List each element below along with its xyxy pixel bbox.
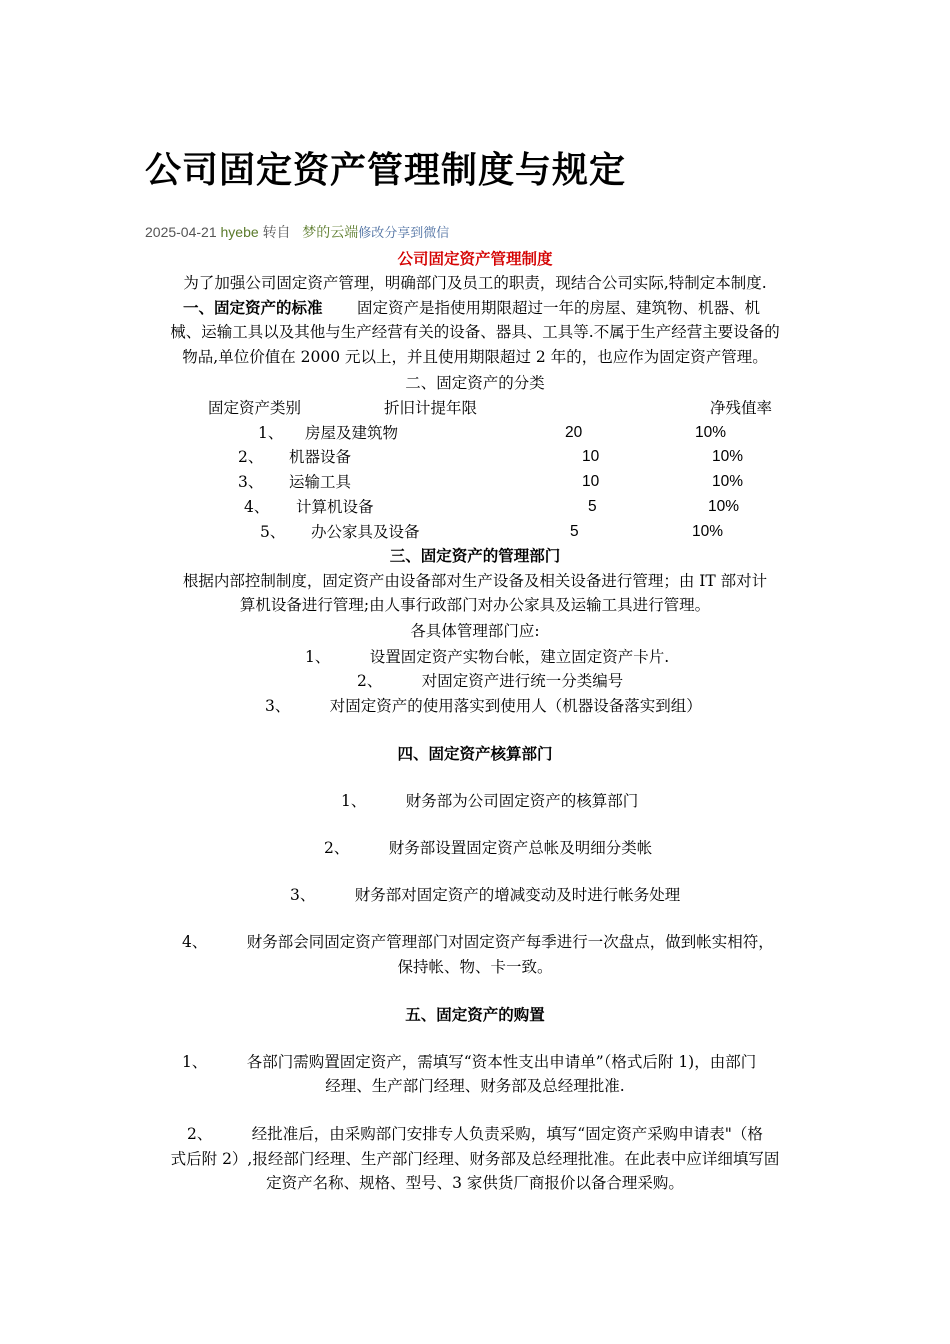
row-no: 4、 [244,498,270,516]
list-item [182,931,774,953]
list-item [357,670,623,692]
section2-heading: 二、固定资产的分类 [405,374,545,392]
article-meta [145,222,449,242]
header-years: 折旧计提年限 [384,399,478,417]
item-text: 设置固定资产实物台帐，建立固定资产卡片. [369,648,670,666]
row-years: 20 [565,424,583,441]
table-row [0,496,950,518]
list-item-continuation: 保持帐、物、卡一致。 [397,958,553,976]
item-no: 2、 [187,1125,213,1143]
section3-text2: 算机设备进行管理;由人事行政部门对办公家具及运输工具进行管理。 [239,596,711,614]
item-text: 财务部设置固定资产总帐及明细分类帐 [388,839,653,857]
doc-title: 公司固定资产管理制度 [397,249,553,268]
header-rate: 净残值率 [710,399,773,417]
list-item [305,646,669,668]
row-name: 办公家具及设备 [311,523,420,541]
list-item [182,1051,756,1073]
section1-text1: 固定资产是指使用期限超过一年的房屋、建筑物、机器、机 [357,299,761,317]
post-date: 2025-04-21 [145,224,217,240]
source-link[interactable]: 梦的云端 [302,224,359,240]
row-name: 房屋及建筑物 [305,424,399,442]
list-item [290,884,680,906]
list-item-continuation: 式后附 2）,报经部门经理、生产部门经理、财务部及总经理批准。在此表中应详细填写固 [170,1150,780,1168]
item-text: 各部门需购置固定资产，需填写“资本性支出申请单”（格式后附 1)，由部门 [246,1053,757,1071]
item-text: 对固定资产进行统一分类编号 [421,672,624,690]
item-no: 3、 [265,697,291,715]
row-years: 5 [570,523,579,540]
page-title: 公司固定资产管理制度与规定 [145,150,627,191]
item-no: 3、 [290,886,316,904]
author-link[interactable]: hyebe [220,224,259,240]
header-category: 固定资产类别 [208,399,302,417]
row-years: 10 [582,473,600,490]
list-item [324,837,652,859]
section1-text2: 械、运输工具以及其他与生产经营有关的设备、器具、工具等.不属于生产经营主要设备的 [170,323,780,341]
row-rate: 10% [708,498,740,515]
item-no: 4、 [182,933,208,951]
row-rate: 10% [695,424,727,441]
row-no: 5、 [260,523,286,541]
section3-heading: 三、固定资产的管理部门 [389,546,561,565]
row-rate: 10% [712,448,744,465]
section5-heading: 五、固定资产的购置 [405,1005,545,1024]
list-item-continuation: 经理、生产部门经理、财务部及总经理批准. [325,1077,625,1095]
item-text: 经批准后，由采购部门安排专人负责采购，填写“固定资产采购申请表"（格 [251,1125,763,1143]
row-years: 10 [582,448,600,465]
row-name: 机器设备 [289,448,352,466]
item-no: 1、 [341,792,367,810]
list-item [187,1123,763,1145]
list-item [265,695,702,717]
section1-line1 [183,297,760,319]
table-row [0,521,950,543]
reprint-label: 转自 [262,224,291,240]
list-item-continuation: 定资产名称、规格、型号、3 家供货厂商报价以备合理采购。 [266,1174,684,1192]
row-no: 2、 [238,448,264,466]
row-no: 1、 [258,424,284,442]
row-no: 3、 [238,473,264,491]
table-row [0,471,950,493]
section3-text1: 根据内部控制制度，固定资产由设备部对生产设备及相关设备进行管理；由 IT 部对计 [182,572,768,590]
section3-sub: 各具体管理部门应: [410,622,540,640]
section4-heading: 四、固定资产核算部门 [397,744,553,763]
row-rate: 10% [692,523,724,540]
item-text: 财务部为公司固定资产的核算部门 [405,792,639,810]
item-no: 2、 [357,672,383,690]
intro-text: 为了加强公司固定资产管理，明确部门及员工的职责，现结合公司实际,特制定本制度. [183,274,767,292]
item-no: 1、 [182,1053,208,1071]
item-no: 1、 [305,648,331,666]
row-rate: 10% [712,473,744,490]
table-header [0,397,950,419]
list-item [341,790,638,812]
table-row [0,422,950,444]
row-years: 5 [588,498,597,515]
item-text: 对固定资产的使用落实到使用人（机器设备落实到组） [329,697,702,715]
row-name: 运输工具 [289,473,352,491]
row-name: 计算机设备 [296,498,374,516]
item-text: 财务部对固定资产的增减变动及时进行帐务处理 [354,886,681,904]
section1-text3: 物品,单位价值在 2000 元以上，并且使用期限超过 2 年的，也应作为固定资产管理。 [182,348,768,366]
edit-share-link[interactable]: 修改分享到微信 [358,225,450,240]
table-row [0,446,950,468]
section1-heading: 一、固定资产的标准 [183,298,323,317]
item-text: 财务部会同固定资产管理部门对固定资产每季进行一次盘点，做到帐实相符， [246,933,774,951]
item-no: 2、 [324,839,350,857]
